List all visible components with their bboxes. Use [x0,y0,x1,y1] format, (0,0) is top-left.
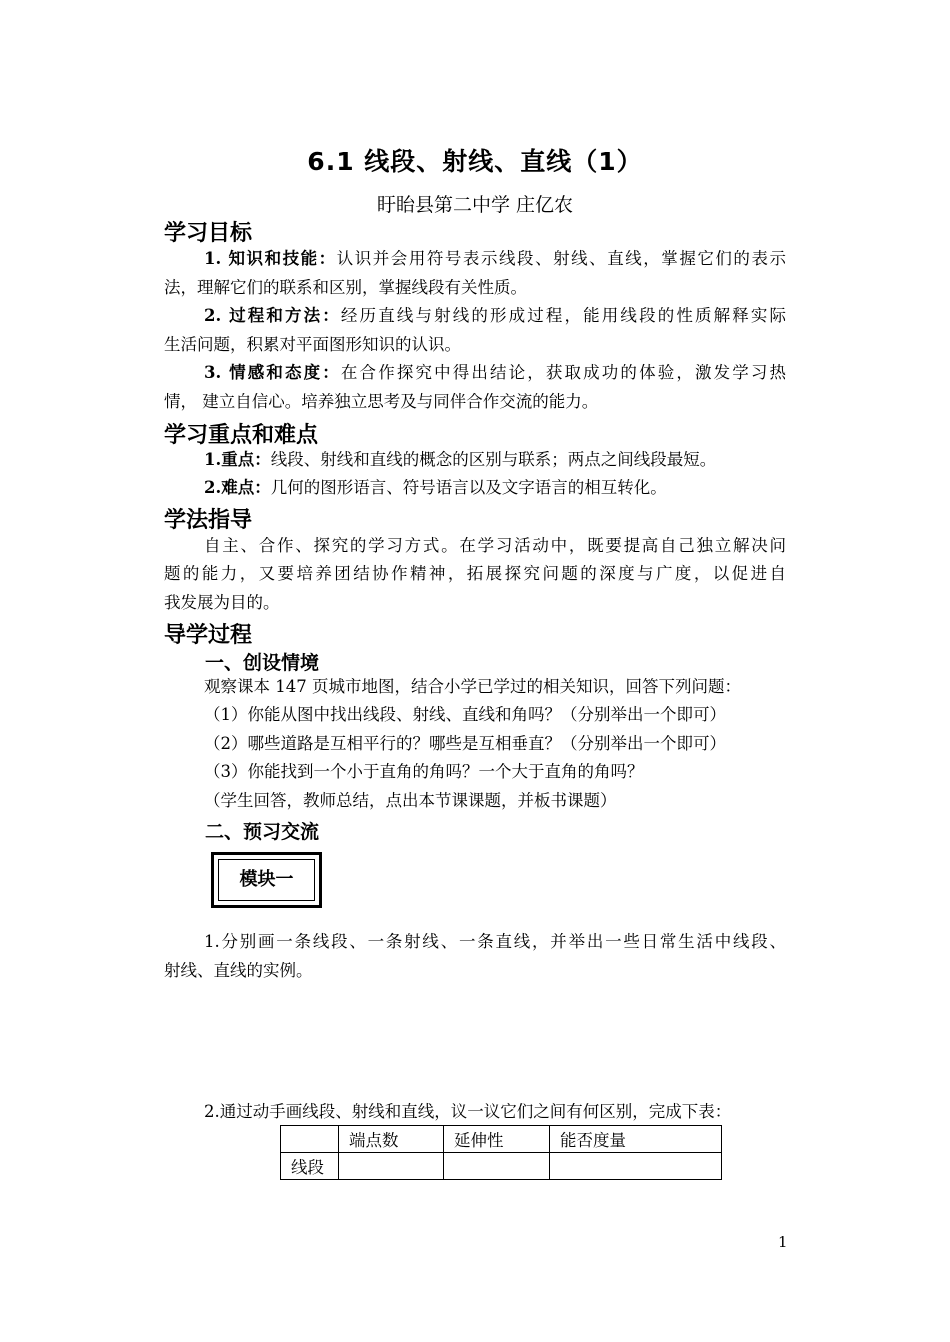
page-number: 1 [778,1233,788,1251]
question-2: 2.通过动手画线段、射线和直线，议一议它们之间有何区别，完成下表： [204,1102,732,1121]
table-cell [339,1153,444,1180]
goal-1-line-1 [204,249,786,269]
goal-2-text: 经历直线与射线的形成过程，能用线段的性质解释实际 [340,306,787,325]
table-cell [444,1153,550,1180]
question-1-line-2: 射线、直线的实例。 [164,961,313,980]
scenario-line-3: （2）哪些道路是互相平行的？哪些是互相垂直？（分别举出一个即可） [204,734,726,753]
goal-3-line-2: 情， 建立自信心。培养独立思考及与同伴合作交流的能力。 [164,392,599,411]
goal-1-text: 认识并会用符号表示线段、射线、直线，掌握它们的表示 [336,249,786,268]
scenario-line-5: （学生回答，教师总结，点出本节课课题，并板书课题） [204,791,617,810]
table-cell: 线段 [281,1153,339,1180]
table-header-cell: 延伸性 [444,1126,550,1153]
method-line-3: 我发展为目的。 [164,593,280,612]
goal-1-line-2: 法，理解它们的联系和区别，掌握线段有关性质。 [164,278,527,297]
method-line-2: 题的能力，又要培养团结协作精神，拓展探究问题的深度与广度，以促进自 [164,564,786,583]
subheading-scenario: 一、创设情境 [205,652,320,674]
table-header-cell: 端点数 [339,1126,444,1153]
module-label: 模块一 [218,859,315,901]
module-box [211,852,322,908]
keypoint-2 [204,478,667,498]
author-line: 盱眙县第二中学 庄亿农 [376,194,574,216]
table-cell [550,1153,722,1180]
keypoint-2-text: 几何的图形语言、符号语言以及文字语言的相互转化。 [270,478,667,497]
subheading-preview: 二、预习交流 [205,821,320,843]
table-header-cell [281,1126,339,1153]
page-title: 6.1 线段、射线、直线（1） [307,147,643,176]
table-header-cell: 能否度量 [550,1126,722,1153]
goal-3-line-1 [204,363,786,383]
method-line-1: 自主、合作、探究的学习方式。在学习活动中，既要提高自己独立解决问 [204,536,786,555]
section-heading-process: 导学过程 [164,623,253,648]
comparison-table [280,1125,722,1180]
keypoint-1 [204,450,716,470]
keypoint-1-label: 1.重点： [204,450,271,469]
section-heading-method: 学法指导 [164,508,253,533]
keypoint-1-text: 线段、射线和直线的概念的区别与联系；两点之间线段最短。 [270,450,717,469]
scenario-line-1: 观察课本 147 页城市地图，结合小学已学过的相关知识，回答下列问题： [204,677,741,696]
scenario-line-4: （3）你能找到一个小于直角的角吗？一个大于直角的角吗？ [204,762,644,781]
keypoint-2-label: 2.难点： [204,478,271,497]
goal-2-line-1 [204,306,786,326]
goal-2-line-2: 生活问题，积累对平面图形知识的认识。 [164,335,461,354]
table-header-row [281,1126,722,1153]
question-1-line-1: 1.分别画一条线段、一条射线、一条直线，并举出一些日常生活中线段、 [204,932,786,951]
goal-3-label: 3. 情感和态度： [204,363,341,382]
section-heading-goals: 学习目标 [164,221,253,246]
section-heading-keypoints: 学习重点和难点 [164,423,319,448]
goal-3-text: 在合作探究中得出结论，获取成功的体验，激发学习热 [340,363,787,382]
table-row [281,1153,722,1180]
goal-1-label: 1. 知识和技能： [204,249,337,268]
scenario-line-2: （1）你能从图中找出线段、射线、直线和角吗？（分别举出一个即可） [204,705,726,724]
goal-2-label: 2. 过程和方法： [204,306,341,325]
